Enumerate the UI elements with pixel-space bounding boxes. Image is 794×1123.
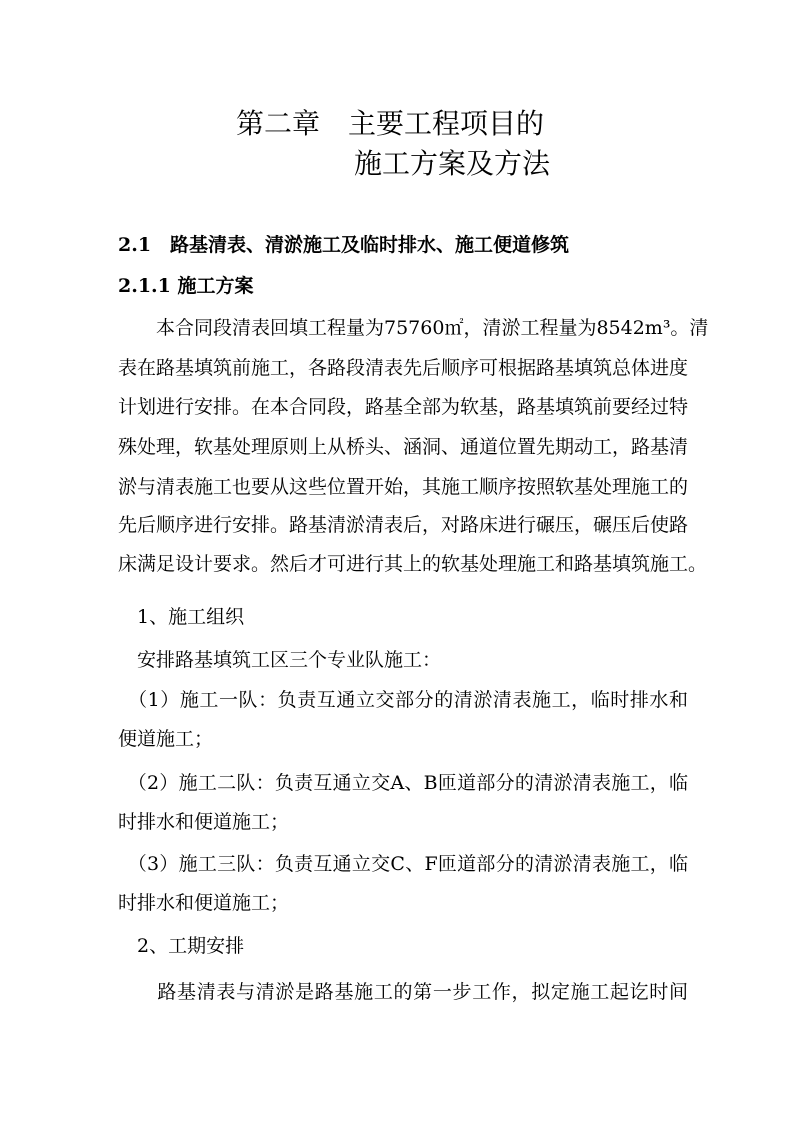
paragraph-line: 安排路基填筑工区三个专业队施工： <box>118 649 442 671</box>
list-item-continued: 便道施工； <box>118 728 214 750</box>
list-item-continued: 时排水和便道施工； <box>118 811 290 833</box>
paragraph-line: 殊处理，软基处理原则上从桥头、涵洞、通道位置先期动工，路基清 <box>118 436 689 458</box>
list-item: （2）施工二队：负责互通立交A、B匝道部分的清淤清表施工，临 <box>118 772 688 794</box>
list-heading: 2、工期安排 <box>118 935 245 957</box>
subsection-heading: 2.1.1 施工方案 <box>118 275 254 297</box>
paragraph-line: 表在路基填筑前施工，各路段清表先后顺序可根据路基填筑总体进度 <box>118 357 689 379</box>
list-item: （3）施工三队：负责互通立交C、F匝道部分的清淤清表施工，临 <box>118 853 688 875</box>
paragraph-line: 本合同段清表回填工程量为75760㎡，清淤工程量为8542m³。清 <box>118 317 709 339</box>
paragraph-line: 路基清表与清淤是路基施工的第一步工作，拟定施工起讫时间 <box>118 981 688 1003</box>
paragraph-line: 床满足设计要求。然后才可进行其上的软基处理施工和路基填筑施工。 <box>118 553 708 575</box>
list-item: （1）施工一队：负责互通立交部分的清淤清表施工，临时排水和 <box>118 689 688 711</box>
chapter-title-line-2: 施工方案及方法 <box>354 147 551 180</box>
section-heading: 2.1 路基清表、清淤施工及临时排水、施工便道修筑 <box>118 234 570 256</box>
paragraph-line: 计划进行安排。在本合同段，路基全部为软基，路基填筑前要经过特 <box>118 396 689 418</box>
chapter-title-line-1: 第二章 主要工程项目的 <box>236 107 545 140</box>
paragraph-line: 淤与清表施工也要从这些位置开始，其施工顺序按照软基处理施工的 <box>118 476 689 498</box>
list-heading: 1、施工组织 <box>118 606 245 628</box>
paragraph-line: 先后顺序进行安排。路基清淤清表后，对路床进行碾压，碾压后使路 <box>118 514 689 536</box>
list-item-continued: 时排水和便道施工； <box>118 892 290 914</box>
